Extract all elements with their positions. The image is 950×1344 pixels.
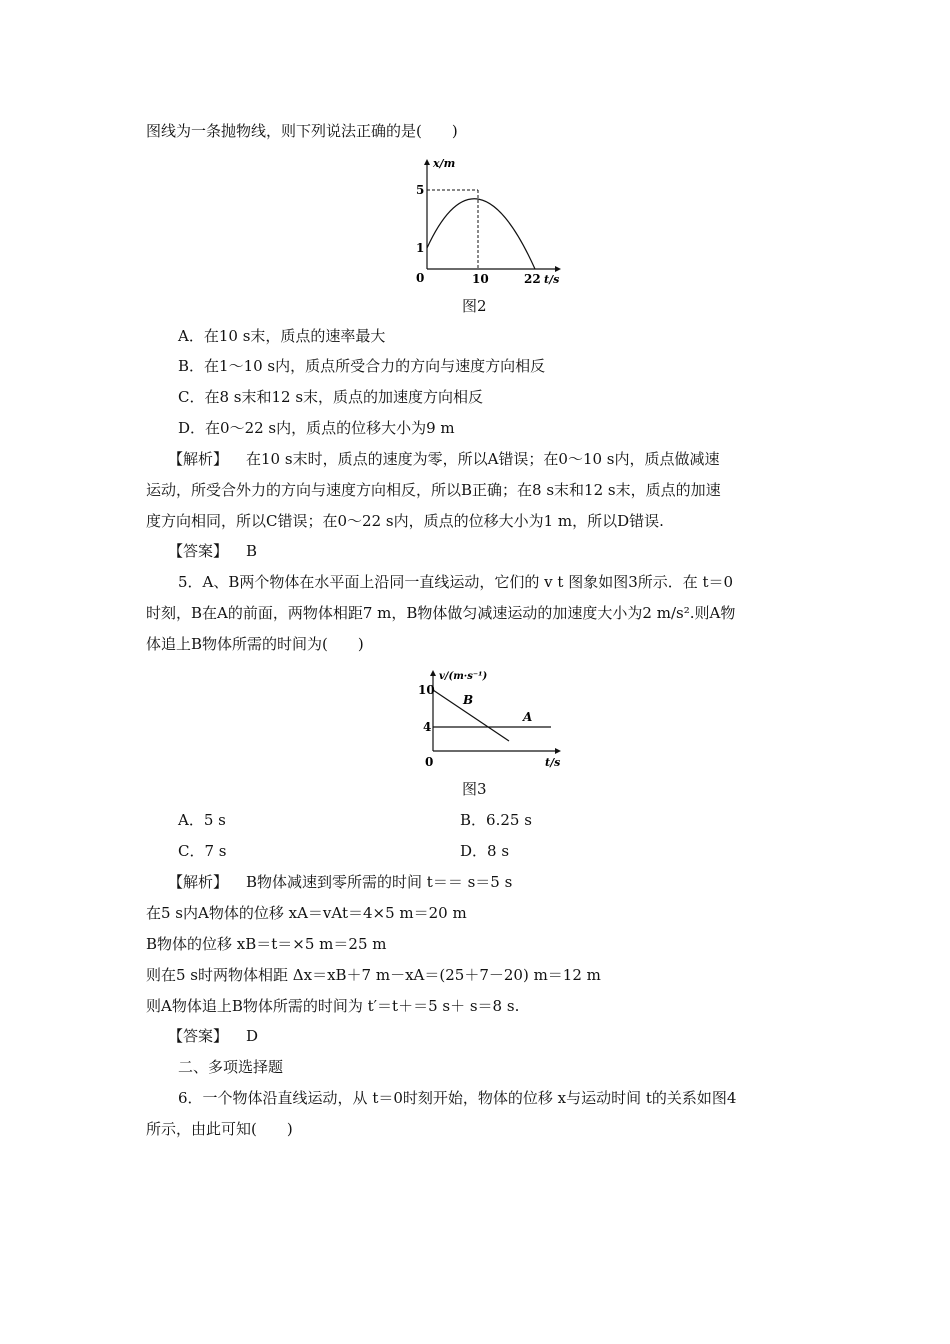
q5-stem-line-2: 时刻，B在A的前面，两物体相距7 m，B物体做匀减速运动的加速度大小为2 m/s².则A物 bbox=[146, 604, 736, 622]
q4-option-c: C．在8 s末和12 s末，质点的加速度方向相反 bbox=[178, 388, 484, 406]
x-axis-arrow-icon bbox=[555, 748, 561, 754]
x-tick-22: 22 bbox=[524, 272, 541, 286]
x-axis-label: t/s bbox=[545, 756, 561, 769]
q4-option-b: B．在1～10 s内，质点所受合力的方向与速度方向相反 bbox=[178, 357, 546, 375]
q4-option-a: A．在10 s末，质点的速率最大 bbox=[178, 327, 386, 345]
origin-label: 0 bbox=[425, 755, 434, 769]
q4-stem-continuation: 图线为一条抛物线，则下列说法正确的是( ) bbox=[146, 122, 458, 140]
y-axis-arrow-icon bbox=[424, 159, 430, 165]
q5-option-d: D．8 s bbox=[460, 842, 510, 860]
y-tick-4: 4 bbox=[423, 720, 432, 734]
q6-stem-line-2: 所示，由此可知( ) bbox=[146, 1120, 293, 1138]
y-tick-5: 5 bbox=[416, 183, 425, 197]
y-tick-10: 10 bbox=[418, 683, 435, 697]
figure-2-caption: 图2 bbox=[462, 297, 487, 315]
q5-analysis-text-2: 在5 s内A物体的位移 xA＝vAt＝4×5 m＝20 m bbox=[146, 904, 467, 922]
q5-answer-line bbox=[168, 1026, 258, 1046]
figure-3-caption: 图3 bbox=[462, 780, 487, 798]
y-axis-label: x/m bbox=[433, 157, 456, 170]
q5-analysis-text-4: 则在5 s时两物体相距 Δx＝xB＋7 m－xA＝(25＋7－20) m＝12 m bbox=[146, 966, 601, 984]
y-tick-1: 1 bbox=[416, 241, 425, 255]
q5-analysis-text-1: B物体减速到零所需的时间 t＝＝ s＝5 s bbox=[246, 873, 513, 891]
q5-stem-line-3: 体追上B物体所需的时间为( ) bbox=[146, 635, 364, 653]
q5-option-b: B．6.25 s bbox=[460, 811, 532, 829]
y-axis-label: v/(m·s⁻¹) bbox=[439, 671, 488, 682]
origin-label: 0 bbox=[416, 271, 425, 285]
figure-2-x-t-graph bbox=[405, 155, 565, 290]
q4-option-d: D．在0～22 s内，质点的位移大小为9 m bbox=[178, 419, 455, 437]
q5-analysis-tag: 【解析】 bbox=[168, 873, 229, 891]
q4-analysis-first-line bbox=[168, 449, 720, 469]
q4-answer-tag: 【答案】 bbox=[168, 542, 229, 560]
parabola-curve bbox=[427, 199, 535, 269]
x-axis-label: t/s bbox=[544, 273, 560, 286]
q5-option-a: A．5 s bbox=[178, 811, 226, 829]
q5-answer: D bbox=[246, 1027, 259, 1045]
q5-answer-tag: 【答案】 bbox=[168, 1027, 229, 1045]
y-axis-arrow-icon bbox=[430, 670, 436, 676]
figure-3-v-t-graph bbox=[405, 666, 570, 774]
x-axis-arrow-icon bbox=[555, 266, 561, 272]
q6-stem-line-1: 6．一个物体沿直线运动，从 t＝0时刻开始，物体的位移 x与运动时间 t的关系如图4 bbox=[178, 1089, 737, 1107]
q4-analysis-tag: 【解析】 bbox=[168, 450, 229, 468]
q4-answer: B bbox=[246, 542, 258, 560]
q4-analysis-text-3: 度方向相同，所以C错误；在0～22 s内，质点的位移大小为1 m，所以D错误. bbox=[146, 512, 664, 530]
q5-analysis-text-3: B物体的位移 xB＝t＝×5 m＝25 m bbox=[146, 935, 387, 953]
q4-answer-line bbox=[168, 541, 257, 561]
q4-analysis-text-1: 在10 s末时，质点的速度为零，所以A错误；在0～10 s内，质点做减速 bbox=[246, 450, 720, 468]
label-b: B bbox=[463, 693, 474, 707]
label-a: A bbox=[523, 710, 533, 724]
x-tick-10: 10 bbox=[472, 272, 489, 286]
q5-stem-line-1: 5．A、B两个物体在水平面上沿同一直线运动，它们的 v t 图象如图3所示．在 t＝0 bbox=[178, 573, 734, 591]
section-heading-multiple-choice: 二、多项选择题 bbox=[178, 1058, 284, 1076]
q5-option-c: C．7 s bbox=[178, 842, 227, 860]
q5-analysis-first-line bbox=[168, 872, 512, 892]
q4-analysis-text-2: 运动，所受合外力的方向与速度方向相反，所以B正确；在8 s末和12 s末，质点的加速 bbox=[146, 481, 721, 499]
q5-analysis-text-5: 则A物体追上B物体所需的时间为 t′＝t＋＝5 s＋ s＝8 s. bbox=[146, 997, 520, 1015]
